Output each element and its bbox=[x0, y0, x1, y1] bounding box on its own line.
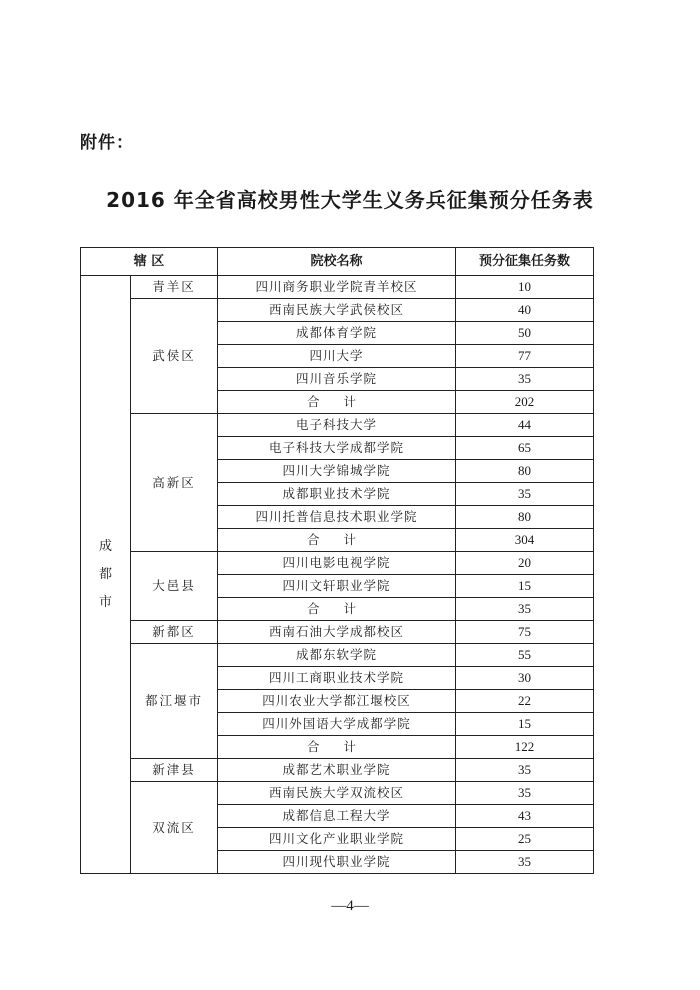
subtotal-count: 304 bbox=[456, 529, 594, 552]
subtotal-label: 合 计 bbox=[218, 736, 456, 759]
subtotal-label: 合 计 bbox=[218, 598, 456, 621]
school-name: 西南石油大学成都校区 bbox=[218, 621, 456, 644]
school-name: 四川文化产业职业学院 bbox=[218, 828, 456, 851]
quota-count: 40 bbox=[456, 299, 594, 322]
subtotal-count: 122 bbox=[456, 736, 594, 759]
header-school: 院校名称 bbox=[218, 248, 456, 276]
quota-count: 35 bbox=[456, 759, 594, 782]
quota-count: 55 bbox=[456, 644, 594, 667]
quota-count: 65 bbox=[456, 437, 594, 460]
table-row bbox=[81, 759, 594, 782]
district-cell: 武侯区 bbox=[131, 299, 218, 414]
school-name: 成都东软学院 bbox=[218, 644, 456, 667]
school-name: 四川工商职业技术学院 bbox=[218, 667, 456, 690]
table-row bbox=[81, 299, 594, 322]
table-row bbox=[81, 621, 594, 644]
quota-count: 35 bbox=[456, 782, 594, 805]
quota-count: 35 bbox=[456, 851, 594, 874]
school-name: 电子科技大学成都学院 bbox=[218, 437, 456, 460]
school-name: 成都信息工程大学 bbox=[218, 805, 456, 828]
quota-count: 77 bbox=[456, 345, 594, 368]
district-cell: 新都区 bbox=[131, 621, 218, 644]
quota-count: 43 bbox=[456, 805, 594, 828]
school-name: 四川商务职业学院青羊校区 bbox=[218, 276, 456, 299]
quota-count: 22 bbox=[456, 690, 594, 713]
header-count: 预分征集任务数 bbox=[456, 248, 594, 276]
subtotal-count: 202 bbox=[456, 391, 594, 414]
quota-count: 75 bbox=[456, 621, 594, 644]
annex-label: 附件： bbox=[80, 133, 134, 153]
city-cell bbox=[81, 276, 131, 874]
subtotal-label: 合 计 bbox=[218, 529, 456, 552]
subtotal-count: 35 bbox=[456, 598, 594, 621]
quota-count: 30 bbox=[456, 667, 594, 690]
school-name: 四川现代职业学院 bbox=[218, 851, 456, 874]
school-name: 电子科技大学 bbox=[218, 414, 456, 437]
school-name: 四川电影电视学院 bbox=[218, 552, 456, 575]
school-name: 四川托普信息技术职业学院 bbox=[218, 506, 456, 529]
quota-count: 35 bbox=[456, 368, 594, 391]
quota-count: 15 bbox=[456, 575, 594, 598]
quota-count: 44 bbox=[456, 414, 594, 437]
quota-count: 10 bbox=[456, 276, 594, 299]
quota-count: 80 bbox=[456, 506, 594, 529]
document-title: 2016 年全省高校男性大学生义务兵征集预分任务表 bbox=[106, 188, 594, 212]
table-row bbox=[81, 414, 594, 437]
school-name: 成都职业技术学院 bbox=[218, 483, 456, 506]
school-name: 成都艺术职业学院 bbox=[218, 759, 456, 782]
quota-table bbox=[80, 247, 594, 874]
table-row bbox=[81, 644, 594, 667]
quota-count: 80 bbox=[456, 460, 594, 483]
school-name: 四川大学锦城学院 bbox=[218, 460, 456, 483]
school-name: 四川音乐学院 bbox=[218, 368, 456, 391]
district-cell: 新津县 bbox=[131, 759, 218, 782]
table-header-row bbox=[81, 248, 594, 276]
quota-count: 50 bbox=[456, 322, 594, 345]
subtotal-label: 合 计 bbox=[218, 391, 456, 414]
school-name: 四川外国语大学成都学院 bbox=[218, 713, 456, 736]
school-name: 四川农业大学都江堰校区 bbox=[218, 690, 456, 713]
district-cell: 大邑县 bbox=[131, 552, 218, 621]
header-district: 辖 区 bbox=[81, 248, 218, 276]
city-name: 成都市 bbox=[98, 538, 112, 610]
school-name: 四川大学 bbox=[218, 345, 456, 368]
district-cell: 高新区 bbox=[131, 414, 218, 552]
table-row bbox=[81, 782, 594, 805]
table-row bbox=[81, 552, 594, 575]
quota-count: 35 bbox=[456, 483, 594, 506]
table-row bbox=[81, 276, 594, 299]
quota-count: 15 bbox=[456, 713, 594, 736]
quota-count: 20 bbox=[456, 552, 594, 575]
district-cell: 都江堰市 bbox=[131, 644, 218, 759]
school-name: 四川文轩职业学院 bbox=[218, 575, 456, 598]
district-cell: 双流区 bbox=[131, 782, 218, 874]
school-name: 西南民族大学武侯校区 bbox=[218, 299, 456, 322]
page-number: —4— bbox=[331, 898, 369, 914]
school-name: 西南民族大学双流校区 bbox=[218, 782, 456, 805]
school-name: 成都体育学院 bbox=[218, 322, 456, 345]
district-cell: 青羊区 bbox=[131, 276, 218, 299]
quota-count: 25 bbox=[456, 828, 594, 851]
